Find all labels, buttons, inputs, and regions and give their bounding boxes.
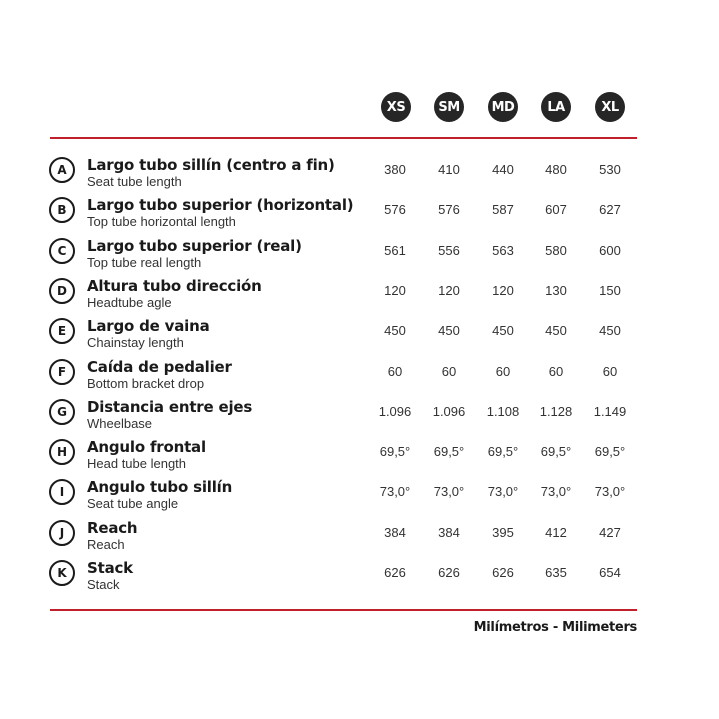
table-row bbox=[0, 355, 719, 395]
row-letter-badge: C bbox=[49, 238, 75, 264]
value-cell-md: 626 bbox=[492, 565, 514, 580]
measure-name-en: Seat tube angle bbox=[87, 496, 179, 512]
value-cell-xs: 384 bbox=[384, 524, 406, 540]
row-letter-badge: I bbox=[49, 479, 75, 505]
value-cell-sm: 384 bbox=[438, 524, 460, 540]
value-cell-md: 73,0° bbox=[487, 484, 519, 500]
value-cell-md: 1.108 bbox=[486, 403, 520, 419]
value-cell-sm: 626 bbox=[438, 565, 460, 580]
value-cell-xl: 654 bbox=[599, 565, 621, 580]
value-cell-md: 587 bbox=[492, 202, 514, 218]
table-row bbox=[0, 314, 719, 354]
measure-name-es: Largo tubo superior (real) bbox=[87, 236, 302, 255]
measure-name-es: Altura tubo dirección bbox=[87, 276, 262, 295]
table-row bbox=[0, 153, 719, 193]
measure-name-es: Caída de pedalier bbox=[87, 357, 232, 376]
size-badge-la: LA bbox=[541, 92, 571, 122]
measure-name-es: Angulo tubo sillín bbox=[87, 478, 233, 497]
value-cell-xl: 1.149 bbox=[593, 403, 627, 419]
value-cell-sm: 1.096 bbox=[432, 403, 466, 419]
value-cell-xl: 530 bbox=[599, 162, 621, 177]
value-cell-sm: 73,0° bbox=[433, 484, 465, 500]
measure-name-es: Stack bbox=[87, 559, 133, 577]
measure-name-en: Reach bbox=[87, 536, 125, 552]
value-cell-md: 440 bbox=[492, 162, 514, 177]
measure-name-es: Reach bbox=[87, 518, 138, 537]
value-cell-sm: 450 bbox=[438, 323, 460, 339]
value-cell-xs: 626 bbox=[384, 565, 406, 580]
measure-name-en: Headtube agle bbox=[87, 294, 172, 310]
value-cell-md: 395 bbox=[492, 524, 514, 540]
value-cell-md: 450 bbox=[492, 323, 514, 339]
value-cell-xl: 73,0° bbox=[594, 484, 626, 500]
table-row bbox=[0, 475, 719, 515]
size-badge-xl: XL bbox=[595, 92, 625, 122]
value-cell-xl: 60 bbox=[602, 363, 618, 379]
value-cell-sm: 576 bbox=[438, 202, 460, 218]
value-cell-la: 480 bbox=[545, 162, 567, 177]
value-cell-xl: 69,5° bbox=[594, 444, 626, 460]
bottom-divider bbox=[50, 609, 637, 611]
measure-name-en: Bottom bracket drop bbox=[87, 375, 205, 391]
measure-name-en: Seat tube length bbox=[87, 174, 182, 189]
value-cell-xl: 450 bbox=[599, 323, 621, 339]
value-cell-la: 60 bbox=[548, 363, 564, 379]
measure-name-es: Largo tubo superior (horizontal) bbox=[87, 196, 354, 215]
value-cell-la: 450 bbox=[545, 323, 567, 339]
measure-name-es: Angulo frontal bbox=[87, 438, 206, 457]
value-cell-xs: 561 bbox=[384, 242, 406, 258]
row-letter-badge: B bbox=[49, 197, 75, 223]
value-cell-sm: 556 bbox=[438, 242, 460, 258]
measure-name-en: Stack bbox=[87, 577, 120, 592]
table-row bbox=[0, 516, 719, 556]
value-cell-xs: 380 bbox=[384, 162, 406, 177]
value-cell-xl: 600 bbox=[599, 242, 621, 258]
value-cell-la: 130 bbox=[545, 282, 567, 298]
value-cell-md: 69,5° bbox=[487, 444, 519, 460]
measure-name-en: Top tube real length bbox=[87, 254, 202, 270]
measure-name-en: Chainstay length bbox=[87, 335, 184, 351]
table-row bbox=[0, 395, 719, 435]
value-cell-md: 563 bbox=[492, 242, 514, 258]
size-header bbox=[0, 92, 719, 126]
value-cell-xs: 450 bbox=[384, 323, 406, 339]
units-note: Milímetros - Milimeters bbox=[473, 620, 637, 635]
row-letter-badge: K bbox=[49, 560, 75, 586]
value-cell-la: 69,5° bbox=[540, 444, 572, 460]
value-cell-la: 607 bbox=[545, 202, 567, 218]
value-cell-md: 120 bbox=[492, 282, 514, 298]
value-cell-sm: 120 bbox=[438, 282, 460, 298]
row-letter-badge: D bbox=[49, 278, 75, 304]
size-badge-sm: SM bbox=[434, 92, 464, 122]
row-letter-badge: G bbox=[49, 399, 75, 425]
measure-name-es: Distancia entre ejes bbox=[87, 397, 253, 416]
size-badge-xs: XS bbox=[381, 92, 411, 122]
table-row bbox=[0, 435, 719, 475]
measure-name-es: Largo tubo sillín (centro a fin) bbox=[87, 156, 335, 174]
value-cell-xs: 120 bbox=[384, 282, 406, 298]
row-letter-badge: F bbox=[49, 359, 75, 385]
top-divider bbox=[50, 137, 637, 139]
row-letter-badge: A bbox=[49, 157, 75, 183]
value-cell-xl: 627 bbox=[599, 202, 621, 218]
value-cell-xl: 427 bbox=[599, 524, 621, 540]
value-cell-la: 635 bbox=[545, 565, 567, 580]
value-cell-la: 580 bbox=[545, 242, 567, 258]
table-row bbox=[0, 274, 719, 314]
table-row bbox=[0, 234, 719, 274]
row-letter-badge: J bbox=[49, 520, 75, 546]
value-cell-la: 412 bbox=[545, 524, 567, 540]
table-row bbox=[0, 193, 719, 233]
measure-name-en: Top tube horizontal length bbox=[87, 214, 236, 230]
measure-name-es: Largo de vaina bbox=[87, 317, 210, 336]
measure-name-en: Head tube length bbox=[87, 456, 187, 472]
value-cell-xl: 150 bbox=[599, 282, 621, 298]
table-row bbox=[0, 556, 719, 596]
size-badge-md: MD bbox=[488, 92, 518, 122]
row-letter-badge: H bbox=[49, 439, 75, 465]
value-cell-la: 73,0° bbox=[540, 484, 572, 500]
value-cell-xs: 69,5° bbox=[379, 444, 411, 460]
value-cell-xs: 576 bbox=[384, 202, 406, 218]
measure-name-en: Wheelbase bbox=[87, 415, 153, 431]
value-cell-md: 60 bbox=[495, 363, 511, 379]
value-cell-xs: 73,0° bbox=[379, 484, 411, 500]
value-cell-xs: 1.096 bbox=[378, 403, 412, 419]
value-cell-sm: 69,5° bbox=[433, 444, 465, 460]
value-cell-la: 1.128 bbox=[539, 403, 573, 419]
value-cell-xs: 60 bbox=[387, 363, 403, 379]
row-letter-badge: E bbox=[49, 318, 75, 344]
value-cell-sm: 410 bbox=[438, 162, 460, 177]
value-cell-sm: 60 bbox=[441, 363, 457, 379]
